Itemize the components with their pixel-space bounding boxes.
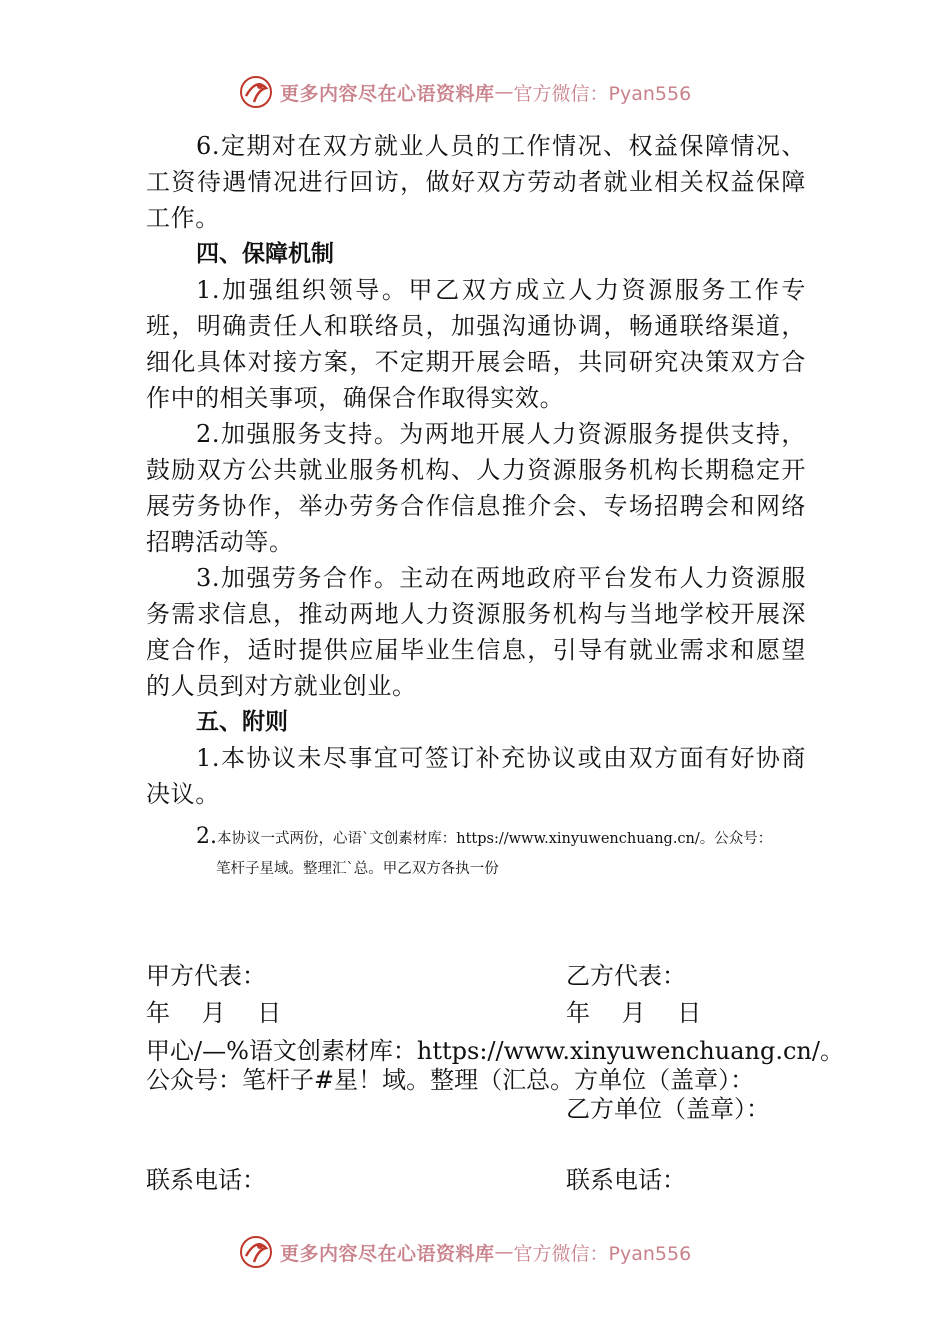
footer-watermark <box>238 1232 691 1272</box>
watermark-separator: — <box>494 1241 514 1263</box>
mixed-line-1: 甲心/—%语文创素材库：https://www.xinyuwenchuang.cn/。 <box>146 1037 844 1065</box>
watermark-wechat: 官方微信：Pyan556 <box>513 1242 692 1265</box>
paragraph-organization: 1.加强组织领导。甲乙双方成立人力资源服务工作专班，明确责任人和联络员，加强沟通协调，畅通联络渠道，细化具体对接方案，不定期开展会晤，共同研究决策双方合作中的相关事项，确保合作取得实效。 <box>146 276 806 412</box>
paragraph-copies-line2: 笔杆子星域。整理汇`总。甲乙双方各执一份 <box>216 861 499 877</box>
party-b-representative: 乙方代表： <box>566 962 686 990</box>
watermark-wechat: 官方微信：Pyan556 <box>513 82 692 105</box>
party-b-date: 年 月 日 <box>566 999 702 1027</box>
paragraph-copies <box>196 822 876 884</box>
watermark-separator: — <box>494 81 514 103</box>
logo-icon <box>238 1234 274 1270</box>
watermark-text: 更多内容尽在心语资料库 <box>280 1242 495 1265</box>
paragraph-service: 2.加强服务支持。为两地开展人力资源服务提供支持，鼓励双方公共就业服务机构、人力资源服务机构长期稳定开展劳务协作，举办劳务合作信息推介会、专场招聘会和网络招聘活动等。 <box>146 420 806 556</box>
party-a-phone: 联系电话： <box>146 1166 266 1194</box>
section-heading-4: 四、保障机制 <box>196 241 334 267</box>
party-b-phone: 联系电话： <box>566 1166 686 1194</box>
section-heading-5: 五、附则 <box>196 709 288 735</box>
mixed-line-2: 公众号：笔杆子#星！域。整理（汇总。方单位（盖章）： <box>146 1066 755 1094</box>
paragraph-copies-line1: 本协议一式两份，心语`文创素材库：https://www.xinyuwenchuang.cn/。公众号： <box>217 831 773 847</box>
watermark-text: 更多内容尽在心语资料库 <box>280 82 495 105</box>
party-b-unit: 乙方单位（盖章）： <box>566 1095 770 1123</box>
paragraph-6: 6.定期对在双方就业人员的工作情况、权益保障情况、工资待遇情况进行回访，做好双方劳动者就业相关权益保障工作。 <box>146 132 806 232</box>
paragraph-copies-number: 2. <box>196 824 217 849</box>
document-body <box>146 128 806 812</box>
header-watermark <box>238 72 691 112</box>
party-a-representative: 甲方代表： <box>146 962 266 990</box>
paragraph-labor: 3.加强劳务合作。主动在两地政府平台发布人力资源服务需求信息，推动两地人力资源服务机构与当地学校开展深度合作，适时提供应届毕业生信息，引导有就业需求和愿望的人员到对方就业创业。 <box>146 564 806 700</box>
logo-icon <box>238 74 274 110</box>
paragraph-supplement: 1.本协议未尽事宜可签订补充协议或由双方面有好协商决议。 <box>146 744 806 808</box>
party-a-date: 年 月 日 <box>146 999 282 1027</box>
